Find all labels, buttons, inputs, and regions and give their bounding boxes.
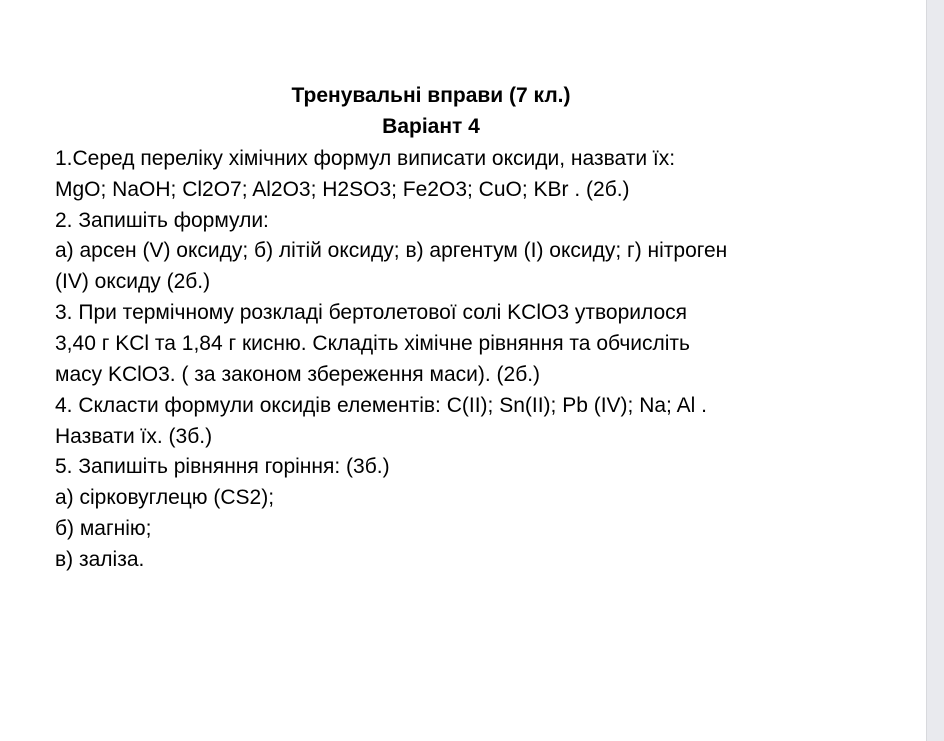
task-5-item-c: в) заліза.	[55, 548, 145, 571]
task-5-item-a: а) сірковуглецю (CS2);	[55, 486, 275, 509]
variant-heading: Варіант 4	[382, 115, 480, 138]
task-1-formulas-line: MgO; NaOH; Cl2O7; Al2O3; H2SO3; Fe2O3; CuO; KBr . (2б.)	[55, 178, 630, 201]
task-5-line: 5. Запишіть рівняння горіння: (3б.)	[55, 455, 390, 478]
task-1-line: 1.Серед переліку хімічних формул виписати оксиди, назвати їх:	[55, 147, 676, 170]
task-2-line: 2. Запишіть формули:	[55, 209, 269, 232]
task-4-line: 4. Скласти формули оксидів елементів: C(II); Sn(II); Pb (IV); Na; Al .	[55, 394, 707, 417]
task-2-items-continued-line: (IV) оксиду (2б.)	[55, 270, 211, 293]
task-5-item-b: б) магнію;	[55, 517, 152, 540]
task-4-continued-line: Назвати їх. (3б.)	[55, 425, 213, 448]
task-3-continued-line: 3,40 г KCl та 1,84 г кисню. Складіть хімічне рівняння та обчисліть	[55, 332, 690, 355]
scrollbar-track[interactable]	[926, 0, 944, 741]
task-2-items-line: а) арсен (V) оксиду; б) літій оксиду; в) аргентум (I) оксиду; г) нітроген	[55, 239, 728, 262]
task-3-line: 3. При термічному розкладі бертолетової солі KClO3 утворилося	[55, 301, 688, 324]
document-title: Тренувальні вправи (7 кл.)	[291, 84, 571, 107]
task-3-end-line: масу KClO3. ( за законом збереження маси). (2б.)	[55, 363, 541, 386]
